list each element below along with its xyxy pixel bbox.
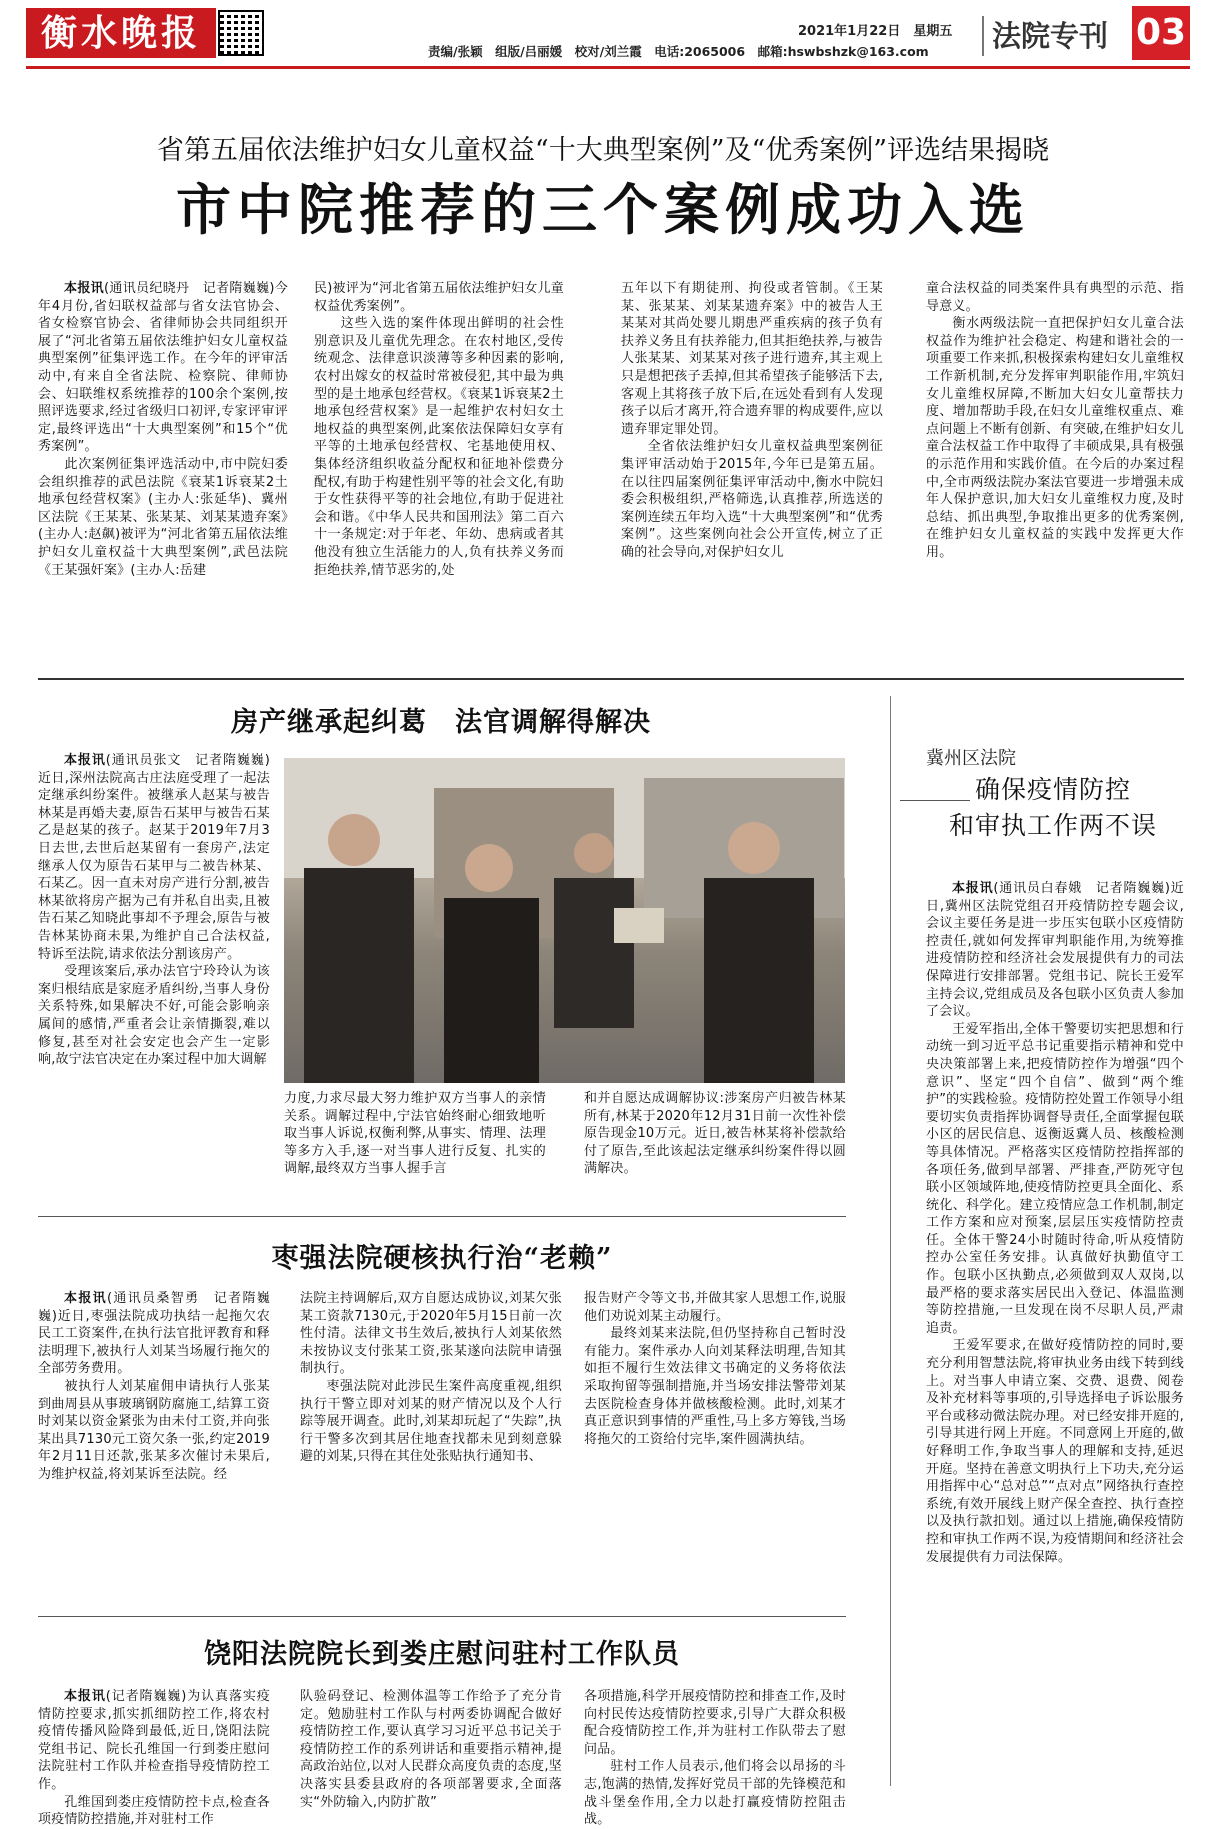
section-rule	[38, 678, 1184, 680]
lead-col-3: 五年以下有期徒刑、拘役或者管制。《王某某、张某某、刘某某遗弃案》中的被告人王某某对其尚处婴儿期患严重疾病的孩子负有扶养义务且有扶养能力,但其拒绝扶养,与被告人张某某、刘某某对孩子进行遗弃,其主观上只是想把孩子丢掉,但其希望孩子能够活下去,客观上其将孩子放下后,在远处看到有人发现孩子以后才离开,符合遗弃罪的构成要件,应以遗弃罪定罪处罚。 全省依法维护妇女儿童权益典型案例征集评审活动始于2015年,今年已是第五届。在以往四届案例征集评审活动中,衡水中院妇委会积极组织,严格筛选,认真推荐,所选送的案例连续五年均入选“十大典型案例”和“优秀案例”。这些案例向社会公开宣传,树立了正确的社会导向,对保护妇女儿	[621, 281, 883, 560]
story3-col-3: 报告财产令等文书,并做其家人思想工作,说服他们劝说刘某主动履行。 最终刘某来法院,但仍坚持称自己暂时没有能力。案件承办人向刘某释法明理,告知其如拒不履行生效法律文书确定的义务将依法采取拘留等强制措施,并当场安排法警带刘某去医院检查身体并做核酸检测。此时,刘某才真正意识到事情的严重性,马上多方筹钱,当场将拖欠的工资给付完毕,案件圆满执结。	[584, 1291, 846, 1447]
section-title: 法院专刊	[992, 19, 1109, 53]
section-rule	[38, 1616, 846, 1617]
story5-headline-line-1: 确保疫情防控	[974, 775, 1131, 804]
masthead-rule	[26, 66, 1190, 69]
story3-col-2: 法院主持调解后,双方自愿达成协议,刘某欠张某工资款7130元,于2020年5月15日前一次性付清。法律文书生效后,被执行人刘某依然未按协议支付张某工资,张某遂向法院申请强制执行。 枣强法院对此涉民生案件高度重视,组织执行干警立即对刘某的财产情况以及个人行踪等展开调查。此时,刘某却玩起了“失踪”,执行干警多次到其居住地查找都未见到刻意躲避的刘某,只得在其住处张贴执行通知书、	[300, 1291, 562, 1465]
lead-kicker: 省第五届依法维护妇女儿童权益“十大典型案例”及“优秀案例”评选结果揭晓	[156, 135, 1050, 166]
story2-col-3: 和并自愿达成调解协议:涉案房产归被告林某所有,林某于2020年12月31日前一次性补偿原告现金10万元。近日,被告林某将补偿款给付了原告,至此该起法定继承纠纷案件得以圆满解决。	[584, 1091, 846, 1177]
story5-headline-line-2: 和审执工作两不误	[948, 811, 1157, 840]
page-number: 03	[1132, 6, 1190, 60]
lead-col-1: 本报讯(通讯员纪晓丹 记者隋巍巍)今年4月份,省妇联权益部与省女法官协会、省女检察官协会、省律师协会共同组织开展了“河北省第五届依法维护妇女儿童权益典型案例”征集评选工作。在今年的评审活动中,有来自全省法院、检察院、律师协会、妇联维权系统推荐的100余个案例,按照评选要求,经过省级归口初评,专家评审评定,最终评选出“十大典型案例”和15个“优秀案例”。 此次案例征集评选活动中,市中院妇委会组织推荐的武邑法院《衰某1诉衰某2土地承包经营权案》(主办人:张延华)、冀州区法院《王某某、张某某、刘某某遗弃案》(主办人:赵飙)被评为“河北省第五届依法维护妇女儿童权益十大典型案例”,武邑法院《王某强奸案》(主办人:岳建	[38, 281, 288, 578]
story3-headline: 枣强法院硬核执行治“老赖”	[271, 1243, 613, 1274]
byline: 本报讯	[64, 281, 104, 296]
editor-credits: 责编/张颖 组版/吕丽媛 校对/刘兰霞 电话:2065006 邮箱:hswbshzk@163.com	[428, 44, 929, 59]
mediation-photo	[284, 758, 845, 1083]
court-scene-image	[284, 758, 845, 1083]
section-rule	[38, 1216, 846, 1217]
lead-headline: 市中院推荐的三个案例成功入选	[175, 177, 1030, 242]
lead-col-4: 童合法权益的同类案件具有典型的示范、指导意义。 衡水两级法院一直把保护妇女儿童合法权益作为维护社会稳定、构建和谐社会的一项重要工作来抓,积极探索构建妇女儿童维权工作新机制,充分发挥审判职能作用,牢筑妇女儿童维权屏障,不断加大妇女儿童帮扶力度、增加帮助手段,在妇女儿童维权重点、难点问题上不断有创新、有突破,在维护妇女儿童合法权益工作中取得了丰硕成果,具有极强的示范作用和实践价值。在今后的办案过程中,全市两级法院办案法官要进一步增强未成年人保护意识,加大妇女儿童维权力度,及时总结、抓出典型,争取推出更多的优秀案例,在维护妇女儿童权益的实践中发挥更大作用。	[926, 281, 1184, 560]
masthead-divider	[982, 16, 984, 56]
lead-col-2: 民)被评为“河北省第五届依法维护妇女儿童权益优秀案例”。 这些入选的案件体现出鲜明的社会性别意识及儿童优先理念。在农村地区,受传统观念、法律意识淡薄等多种因素的影响,农村出嫁女的权益时常被侵犯,其中最为典型的是土地承包经营权。《衰某1诉衰某2土地承包经营权案》是一起维护农村妇女土地权益的典型案例,此案依法保障妇女享有平等的土地承包经营权、宅基地使用权、集体经济组织收益分配权和征地补偿费分配权,有助于构建性别平等的社会文化,有助于女性获得平等的社会地位,有助于促进社会和谐。《中华人民共和国刑法》第二百六十一条规定:对于年老、年幼、患病或者其他没有独立生活能力的人,负有扶养义务而拒绝扶养,情节恶劣的,处	[314, 281, 564, 578]
column-divider	[890, 696, 891, 1786]
issue-date: 2021年1月22日 星期五	[798, 24, 953, 39]
story4-headline: 饶阳法院院长到娄庄慰问驻村工作队员	[204, 1639, 680, 1670]
story3-col-1: 本报讯(通讯员桑智勇 记者隋巍巍)近日,枣强法院成功执结一起拖欠农民工工资案件,在执行法官批评教育和释法明理下,被执行人刘某当场履行拖欠的全部劳务费用。 被执行人刘某雇佣申请执行人张某到曲周县从事玻璃钢防腐施工,结算工资时刘某以资金紧张为由未付工资,并向张某出具7130元工资欠条一张,约定2019年2月11日还款,张某多次催讨未果后,为维护权益,将刘某诉至法院。经	[38, 1291, 270, 1482]
story5-col-1: 本报讯(通讯员白春娥 记者隋巍巍)近日,冀州区法院党组召开疫情防控专题会议,会议主要任务是进一步压实包联小区疫情防控责任,就如何发挥审判职能作用,为统筹推进疫情防控和经济社会发展提供有力的司法保障进行安排部署。党组书记、院长王爱军主持会议,党组成员及各包联小区负责人参加了会议。 王爱军指出,全体干警要切实把思想和行动统一到习近平总书记重要指示精神和党中央决策部署上来,把疫情防控作为增强“四个意识”、坚定“四个自信”、做到“两个维护”的实践检验。疫情防控处置工作领导小组要切实负责指挥协调督导责任,全面掌握包联小区的居民信息、返衡返冀人员、核酸检测等具体情况。严格落实区疫情防控指挥部的各项任务,做到早部署、严排查,严防死守包联小区领域阵地,使疫情防控更具全面化、系统化、科学化。建立疫情应急工作机制,制定工作方案和应对预案,层层压实疫情防控责任。全体干警24小时随时待命,听从疫情防控办公室任务安排。认真做好执勤值守工作。包联小区执勤点,必须做到双人双岗,以最严格的要求落实居民出入登记、体温监测等防控措施,一旦发现在岗不尽职人员,严肃追责。 王爱军要求,在做好疫情防控的同时,要充分利用智慧法院,将审执业务由线下转到线上。对当事人申请立案、交费、退费、阅卷及补充材料等事项的,引导选择电子诉讼服务平台或移动微法院办理。对已经安排开庭的,引导其进行网上开庭。不同意网上开庭的,做好释明工作,争取当事人的理解和支持,延迟开庭。坚持在善意文明执行上下功夫,充分运用指挥中心“总对总”“点对点”网络执行查控系统,有效开展线上财产保全查控、执行查控以及执行款扣划。通过以上措施,确保疫情防控和审执工作两不误,为疫情期间和经济社会发展提供有力司法保障。	[926, 881, 1184, 1565]
story2-col-1: 本报讯(通讯员张文 记者隋巍巍)近日,深州法院高古庄法庭受理了一起法定继承纠纷案件。被继承人赵某与被告林某是再婚夫妻,原告石某甲与被告石某乙是赵某的孩子。赵某于2019年7月3日去世,去世后赵某留有一套房产,法定继承人仅为原告石某甲与二被告林某、石某乙。因一直未对房产进行分割,被告林某欲将房产据为己有并私自出卖,且被告石某乙知晓此事却不予理会,原告与被告林某协商未果,为维护自己合法权益,特诉至法院,请求依法分割该房产。 受理该案后,承办法官宁玲玲认为该案归根结底是家庭矛盾纠纷,当事人身份关系特殊,如果解决不好,可能会影响亲属间的感情,严重者会让亲情撕裂,难以修复,甚至对社会安定也会产生一定影响,故宁法官决定在办案过程中加大调解	[38, 753, 270, 1068]
story4-col-1: 本报讯(记者隋巍巍)为认真落实疫情防控要求,抓实抓细防控工作,将农村疫情传播风险降到最低,近日,饶阳法院党组书记、院长孔维国一行到娄庄慰问法院驻村工作队并检查指导疫情防控工作。 孔维国到娄庄疫情防控卡点,检查各项疫情防控措施,并对驻村工作	[38, 1689, 270, 1828]
newspaper-logo: 衡水晚报	[26, 8, 216, 58]
story2-headline: 房产继承起纠葛 法官调解得解决	[231, 707, 651, 738]
story4-col-3: 各项措施,科学开展疫情防控和排查工作,及时向村民传达疫情防控要求,引导广大群众积极配合疫情防控工作,并为驻村工作队带去了慰问品。 驻村工作人员表示,他们将会以昂扬的斗志,饱满的热情,发挥好党员干部的先锋模范和战斗堡垒作用,全力以赴打赢疫情防控阻击战。	[584, 1689, 846, 1828]
story4-col-2: 队验码登记、检测体温等工作给予了充分肯定。勉励驻村工作队与村两委协调配合做好疫情防控工作,要认真学习习近平总书记关于疫情防控工作的系列讲话和重要指示精神,提高政治站位,以对人民群众高度负责的态度,坚决落实县委县政府的各项部署要求,全面落实“外防输入,内防扩散”	[300, 1689, 562, 1810]
story5-kicker: 冀州区法院	[926, 748, 1016, 769]
qr-code-icon	[218, 10, 264, 56]
story2-col-2: 力度,力求尽最大努力维护双方当事人的亲情关系。调解过程中,宁法官始终耐心细致地听取当事人诉说,权衡利弊,从事实、情理、法理等多方入手,逐一对当事人进行反复、扎实的调解,最终双方当事人握手言	[284, 1091, 546, 1177]
